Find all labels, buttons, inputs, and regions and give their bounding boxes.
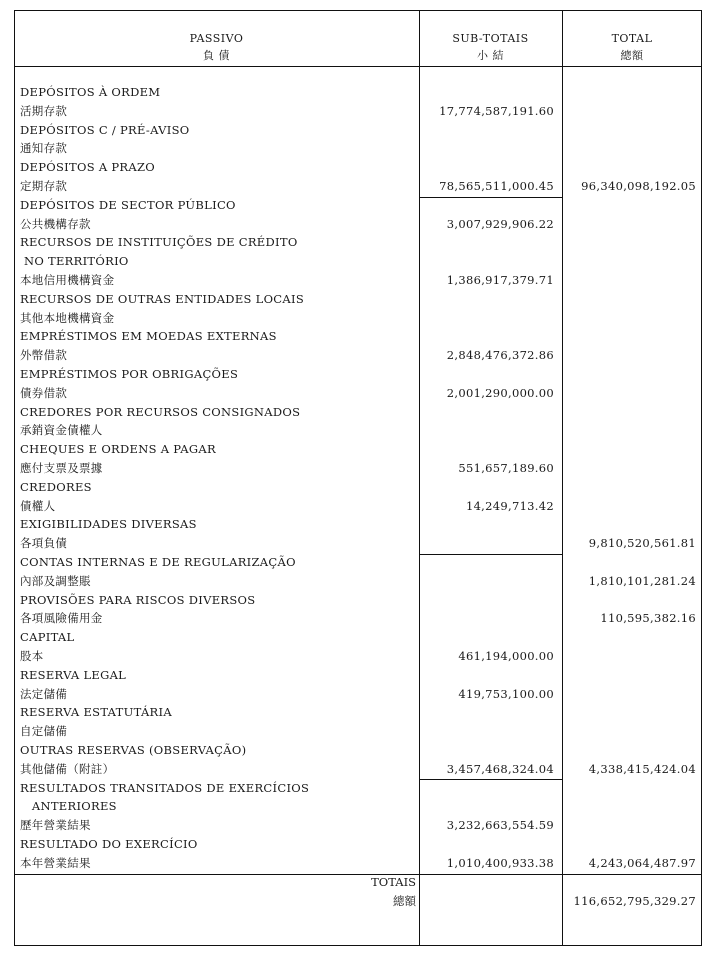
row-label-pt: EXIGIBILIDADES DIVERSAS [20,517,197,532]
row-label-zh: 通知存款 [20,141,68,156]
row-label-zh: 各項負債 [20,536,68,551]
column-divider-2 [562,10,563,946]
header-subtotais [419,30,562,64]
header-total [562,30,702,64]
header-total-zh: 總額 [620,49,644,62]
row-subtotal: 78,565,511,000.45 [439,179,554,193]
row-label-zh: 其他本地機構資金 [20,310,115,325]
balance-table-frame [14,10,702,946]
row-label-zh: 應付支票及票據 [20,461,103,475]
row-label-zh: 本地信用機構資金 [20,273,115,287]
row-label-pt: CONTAS INTERNAS E DE REGULARIZAÇÃO [20,555,296,569]
row-label-zh: 其他儲備（附註） [20,761,115,776]
subtotal-rule [419,197,562,198]
row-label-pt: CHEQUES E ORDENS A PAGAR [20,442,216,457]
row-label-zh: 外幣借款 [20,348,68,363]
subtotal-rule [419,779,562,780]
row-subtotal: 3,457,468,324.04 [446,761,554,776]
row-label-pt: CREDORES POR RECURSOS CONSIGNADOS [20,404,301,419]
header-subtotais-zh: 小 結 [477,49,504,62]
column-divider-1 [419,10,420,946]
header-total-pt: TOTAL [611,32,653,45]
row-label-pt: CAPITAL [20,630,75,645]
row-label-pt: DEPÓSITOS DE SECTOR PÚBLICO [20,197,236,212]
row-subtotal: 419,753,100.00 [458,686,554,701]
row-label-zh: 定期存款 [20,179,68,193]
totals-label-pt: TOTAIS [371,875,416,889]
row-label-zh: 法定儲備 [20,686,68,701]
row-label-pt: RESULTADOS TRANSITADOS DE EXERCÍCIOS [20,780,310,795]
row-total: 96,340,098,192.05 [581,179,696,193]
row-label-pt-cont: ANTERIORES [20,799,117,814]
row-label-pt: CREDORES [20,479,92,494]
row-label-zh: 歷年營業結果 [20,818,91,833]
row-total: 9,810,520,561.81 [588,536,696,551]
row-label-zh: 活期存款 [20,103,68,118]
row-label-pt: EMPRÉSTIMOS EM MOEDAS EXTERNAS [20,329,277,344]
row-label-pt: RESULTADO DO EXERCÍCIO [20,837,198,851]
row-label-pt: DEPÓSITOS A PRAZO [20,160,156,175]
row-total: 4,338,415,424.04 [588,761,696,776]
header-passivo-pt: PASSIVO [189,32,244,45]
row-label-zh: 股本 [20,649,44,663]
row-total: 1,810,101,281.24 [588,573,696,588]
header-rule [14,66,702,67]
row-label-zh: 承銷資金債權人 [20,423,103,438]
row-label-pt: RESERVA LEGAL [20,667,127,682]
header-passivo [14,30,419,64]
row-label-pt-cont: NO TERRITÓRIO [20,254,129,269]
row-label-zh: 各項風險備用金 [20,611,103,626]
row-label-pt: EMPRÉSTIMOS POR OBRIGAÇÕES [20,367,239,381]
row-label-zh: 債權人 [20,498,56,513]
row-subtotal: 2,848,476,372.86 [446,348,554,363]
row-label-zh: 自定儲備 [20,724,68,739]
header-subtotais-pt: SUB-TOTAIS [452,32,529,45]
row-total: 4,243,064,487.97 [588,855,696,870]
row-label-zh: 內部及調整賬 [20,573,91,588]
row-subtotal: 1,010,400,933.38 [446,855,554,870]
row-label-pt: RECURSOS DE OUTRAS ENTIDADES LOCAIS [20,291,305,306]
row-label-pt: RESERVA ESTATUTÁRIA [20,705,172,720]
row-subtotal: 17,774,587,191.60 [439,103,554,118]
row-label-pt: RECURSOS DE INSTITUIÇÕES DE CRÉDITO [20,235,298,250]
row-label-pt: OUTRAS RESERVAS (OBSERVAÇÃO) [20,743,247,757]
row-label-zh: 本年營業結果 [20,855,91,870]
row-label-pt: DEPÓSITOS À ORDEM [20,85,161,99]
row-label-zh: 公共機構存款 [20,216,91,231]
header-passivo-zh: 負 債 [203,49,230,62]
row-subtotal: 14,249,713.42 [465,498,554,513]
row-subtotal: 3,007,929,906.22 [446,216,554,231]
totals-label-zh: 總額 [393,894,416,908]
totals-value: 116,652,795,329.27 [573,894,696,908]
row-subtotal: 2,001,290,000.00 [446,385,554,400]
row-subtotal: 551,657,189.60 [458,461,554,475]
row-label-pt: PROVISÕES PARA RISCOS DIVERSOS [20,592,256,607]
row-subtotal: 3,232,663,554.59 [446,818,554,833]
row-total: 110,595,382.16 [600,611,696,626]
subtotal-rule [419,554,562,555]
row-subtotal: 461,194,000.00 [458,649,554,663]
row-label-pt: DEPÓSITOS C / PRÉ-AVISO [20,122,190,137]
row-subtotal: 1,386,917,379.71 [446,273,554,287]
row-label-zh: 債券借款 [20,385,68,400]
